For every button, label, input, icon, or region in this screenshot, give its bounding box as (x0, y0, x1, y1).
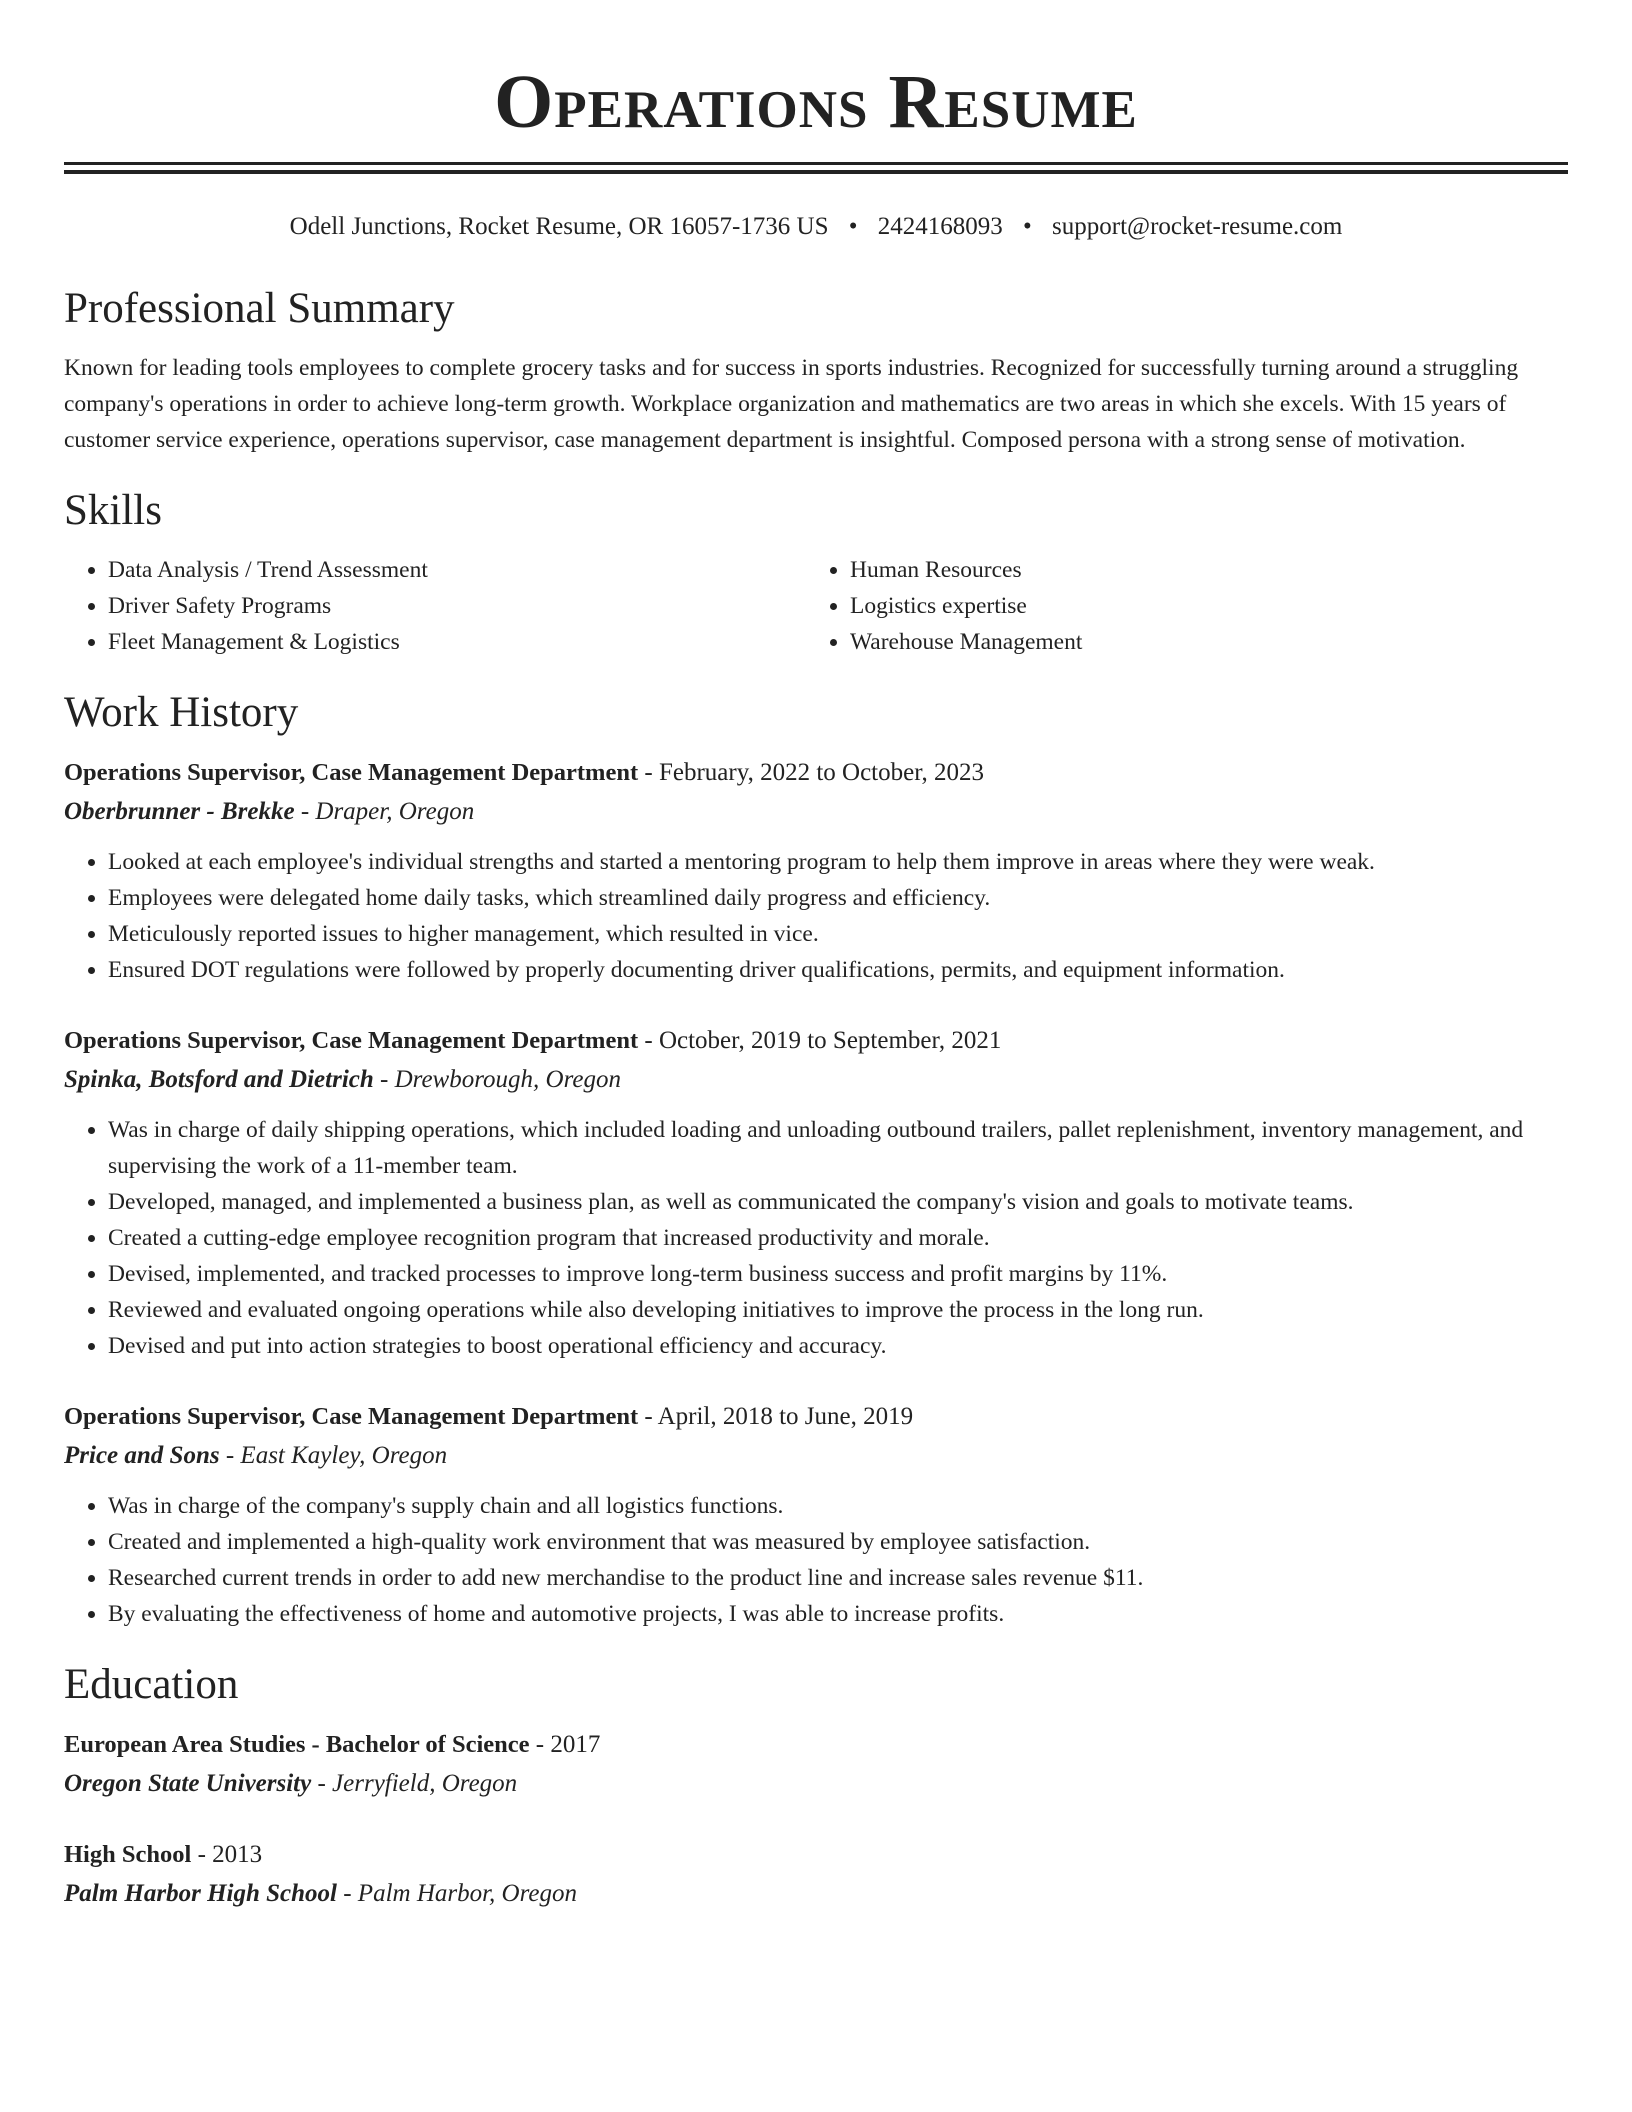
job-title: Operations Supervisor, Case Management Department (64, 759, 639, 786)
skills-list-right (806, 552, 1548, 660)
job-bullet: • Was in charge of daily shipping operations, which included loading and unloading outbound trailers, pallet replenishment, inventory management, and supervising the work of a 11-member team. (108, 1112, 1568, 1184)
summary-text: Known for leading tools employees to complete grocery tasks and for success in sports industries. Recognized for successfully turning around a struggling company's operations in order to achieve long-term growth. Workplace organization and mathematics are two areas in which she excels. With 15 years of customer service experience, operations supervisor, case management department is insightful. Composed persona with a strong sense of motivation. (64, 355, 1519, 453)
education-section (64, 1658, 1568, 1914)
job-title-line (64, 1398, 1568, 1436)
skill-item: • Warehouse Management (850, 624, 1548, 660)
degree-year: - 2013 (191, 1841, 263, 1868)
job-bullet: • Devised, implemented, and tracked processes to improve long-term business success and profit margins by 11%. (108, 1256, 1568, 1292)
job-entry (64, 1398, 1568, 1632)
skills-heading: Skills (64, 487, 162, 534)
school-location: - Palm Harbor, Oregon (336, 1880, 578, 1907)
school-location: - Jerryfield, Oregon (311, 1770, 518, 1797)
skill-item: • Logistics expertise (850, 588, 1548, 624)
job-bullet: • Devised and put into action strategies to boost operational efficiency and accuracy. (108, 1328, 1568, 1364)
education-heading: Education (64, 1661, 239, 1708)
employer-name: Spinka, Botsford and Dietrich (64, 1066, 374, 1093)
school-name: Palm Harbor High School (64, 1880, 337, 1907)
degree-name: European Area Studies - Bachelor of Science (64, 1731, 530, 1758)
summary-heading: Professional Summary (64, 285, 455, 332)
job-entry (64, 1022, 1568, 1364)
degree-name: High School (64, 1841, 192, 1868)
job-dates: - February, 2022 to October, 2023 (638, 759, 985, 786)
job-dates: - April, 2018 to June, 2019 (638, 1403, 914, 1430)
work-history-section (64, 686, 1568, 1632)
job-bullet: • Employees were delegated home daily tasks, which streamlined daily progress and efficiency. (108, 880, 1568, 916)
education-entry (64, 1726, 1568, 1804)
contact-address: Odell Junctions, Rocket Resume, OR 16057-1736 US (289, 213, 829, 240)
school-line (64, 1874, 1568, 1914)
resume-title: Operations Resume (494, 60, 1138, 144)
skills-grid (64, 552, 1568, 660)
employer-line (64, 792, 1568, 832)
employer-line (64, 1436, 1568, 1476)
job-title-line (64, 754, 1568, 792)
job-bullet: • Researched current trends in order to add new merchandise to the product line and increase sales revenue $11. (108, 1560, 1568, 1596)
job-bullet: • Developed, managed, and implemented a business plan, as well as communicated the company's vision and goals to motivate teams. (108, 1184, 1568, 1220)
contact-separator: • (848, 213, 858, 240)
contact-separator: • (1023, 213, 1032, 240)
degree-year: - 2017 (529, 1731, 601, 1758)
job-bullet: • Looked at each employee's individual strengths and started a mentoring program to help them improve in areas where they were weak. (108, 844, 1568, 880)
job-bullet: • Was in charge of the company's supply chain and all logistics functions. (108, 1488, 1568, 1524)
education-entry (64, 1836, 1568, 1914)
employer-location: - Drewborough, Oregon (373, 1066, 621, 1093)
skill-item: • Data Analysis / Trend Assessment (108, 552, 806, 588)
skill-item: • Driver Safety Programs (108, 588, 806, 624)
job-dates: - October, 2019 to September, 2021 (638, 1027, 1002, 1054)
employer-name: Oberbrunner - Brekke (64, 798, 295, 825)
job-bullet: • Ensured DOT regulations were followed by properly documenting driver qualifications, permits, and equipment information. (108, 952, 1568, 988)
skill-item: • Fleet Management & Logistics (108, 624, 806, 660)
skills-section (64, 484, 1568, 660)
employer-line (64, 1060, 1568, 1100)
skills-list-left (64, 552, 806, 660)
job-title: Operations Supervisor, Case Management Department (64, 1403, 639, 1430)
job-bullet: • Meticulously reported issues to higher management, which resulted in vice. (108, 916, 1568, 952)
school-line (64, 1764, 1568, 1804)
employer-location: - Draper, Oregon (294, 798, 475, 825)
employer-location: - East Kayley, Oregon (219, 1442, 448, 1469)
contact-phone: 2424168093 (877, 213, 1003, 240)
job-title-line (64, 1022, 1568, 1060)
job-bullet: • By evaluating the effectiveness of home and automotive projects, I was able to increase profits. (108, 1596, 1568, 1632)
job-bullet: • Created a cutting-edge employee recognition program that increased productivity and morale. (108, 1220, 1568, 1256)
school-name: Oregon State University (64, 1770, 312, 1797)
skill-item: • Human Resources (850, 552, 1548, 588)
job-bullets (64, 1488, 1568, 1632)
job-entry (64, 754, 1568, 988)
summary-section (64, 282, 1568, 458)
job-bullets (64, 1112, 1568, 1364)
contact-email: support@rocket-resume.com (1052, 213, 1343, 240)
title-divider (64, 162, 1568, 174)
work-history-heading: Work History (64, 689, 299, 736)
degree-line (64, 1836, 1568, 1874)
degree-line (64, 1726, 1568, 1764)
job-bullet: • Reviewed and evaluated ongoing operations while also developing initiatives to improve the process in the long run. (108, 1292, 1568, 1328)
employer-name: Price and Sons (64, 1442, 220, 1469)
job-bullets (64, 844, 1568, 988)
job-bullet: • Created and implemented a high-quality work environment that was measured by employee satisfaction. (108, 1524, 1568, 1560)
contact-line (64, 210, 1568, 244)
job-title: Operations Supervisor, Case Management Department (64, 1027, 639, 1054)
